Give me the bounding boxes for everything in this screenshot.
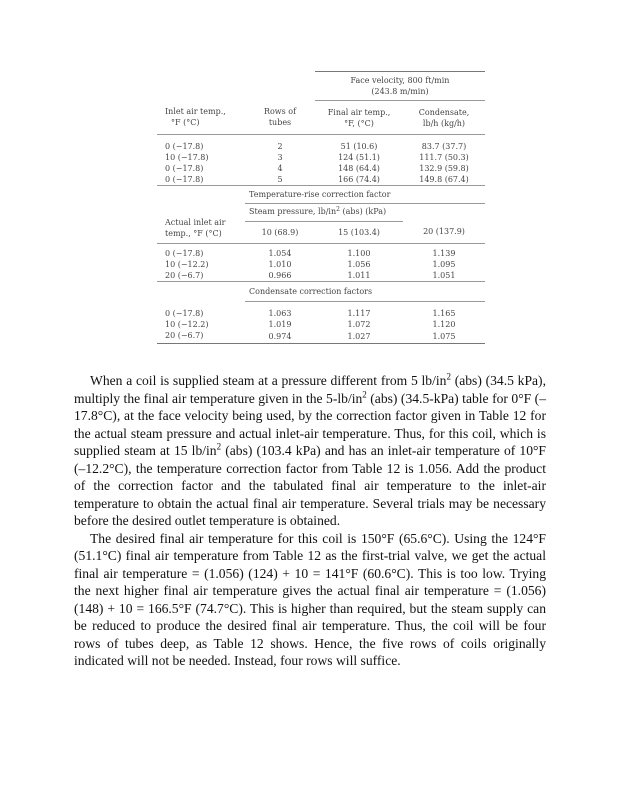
face-velocity-header: Face velocity, 800 ft/min (243.8 m/min) [315, 72, 485, 101]
table-row: 0 (−17.8) 4 148 (64.4) 132.9 (59.8) [165, 163, 469, 173]
table-row: 10 (−17.8) 3 124 (51.1) 111.7 (50.3) [165, 152, 469, 162]
pressure-15: 15 (103.4) [338, 227, 380, 237]
table-row: 0 (−17.8) 1.054 1.100 1.139 [165, 249, 456, 258]
actual-inlet-header: Actual inlet air temp., °F (°C) [165, 217, 226, 238]
inlet-temp-header: Inlet air temp., °F (°C) [157, 101, 245, 135]
table-row: 0 (−17.8) 1.063 1.117 1.165 [165, 308, 456, 318]
final-temp-header: Final air temp., °F, (°C) [315, 101, 403, 135]
table-row: 0 (−17.8) 5 166 (74.4) 149.8 (67.4) [165, 174, 469, 184]
table-row: 20 (−6.7) 0.974 1.027 1.075 [157, 330, 485, 344]
temp-rise-title: Temperature-rise correction factor [245, 185, 485, 203]
table-row: 10 (−12.2) 1.019 1.072 1.120 [165, 319, 456, 329]
condensate-correction-title: Condensate correction factors [245, 282, 485, 302]
body-text [74, 372, 546, 670]
table-row: 0 (−17.8) 2 51 (10.6) 83.7 (37.7) [165, 141, 467, 151]
paragraph-1: When a coil is supplied steam at a pressure different from 5 $lb/in^2$ (abs) (34.5 kPa), multiply the final air temperature given in the $5-lb/in^2$ (abs) (34.5-kPa) table for 0°F (–17.8°C), at the face velocity being used, by the correction factor given in Table 12 for the actual steam pressure and actual inlet-air temperature. Thus, for this coil, which is supplied steam at 15 $lb/in^2$ (abs) (103.4 kPa) and has an inlet-air temperature of 10°F (–12.2°C), the temperature correction factor from Table 12 is 1.056. Add the product of the correction factor and the tabulated final air temperature to the inlet-air temperature to obtain the actual final air temperature. Several trials may be necessary before the desired outlet temperature is obtained. [74, 371, 546, 528]
table-row: 10 (−12.2) 1.010 1.056 1.095 [165, 260, 456, 269]
table-row: 20 (−6.7) 0.966 1.011 1.051 [165, 271, 456, 280]
condensate-header: Condensate, lb/h (kg/h) [403, 101, 485, 135]
pressure-10: 10 (68.9) [261, 227, 299, 237]
pressure-20: 20 (137.9) [423, 227, 465, 237]
coil-performance-table [157, 71, 485, 344]
paragraph-2: The desired final air temperature for this coil is 150°F (65.6°C). Using the 124°F (51.1°C) final air temperature from Table 12 as the first-trial valve, we get the actual final air temperature = (1.056) (124) + 10 = 141°F (60.6°C). This is too low. Trying the next higher final air temperature gives the actual final air temperature = (1.056)(148) + 10 = 166.5°F (74.7°C). This is higher than required, but the steam supply can be reduced to produce the desired final air temperature. Thus, the coil will be four rows of tubes deep, as Table 12 shows. Hence, the five rows of coils originally indicated will not be needed. Instead, four rows will suffice. [74, 530, 546, 668]
rows-header: Rows of tubes [245, 101, 315, 135]
steam-pressure-header: Steam pressure, $lb/in^2$ (abs) (kPa) [245, 203, 403, 221]
